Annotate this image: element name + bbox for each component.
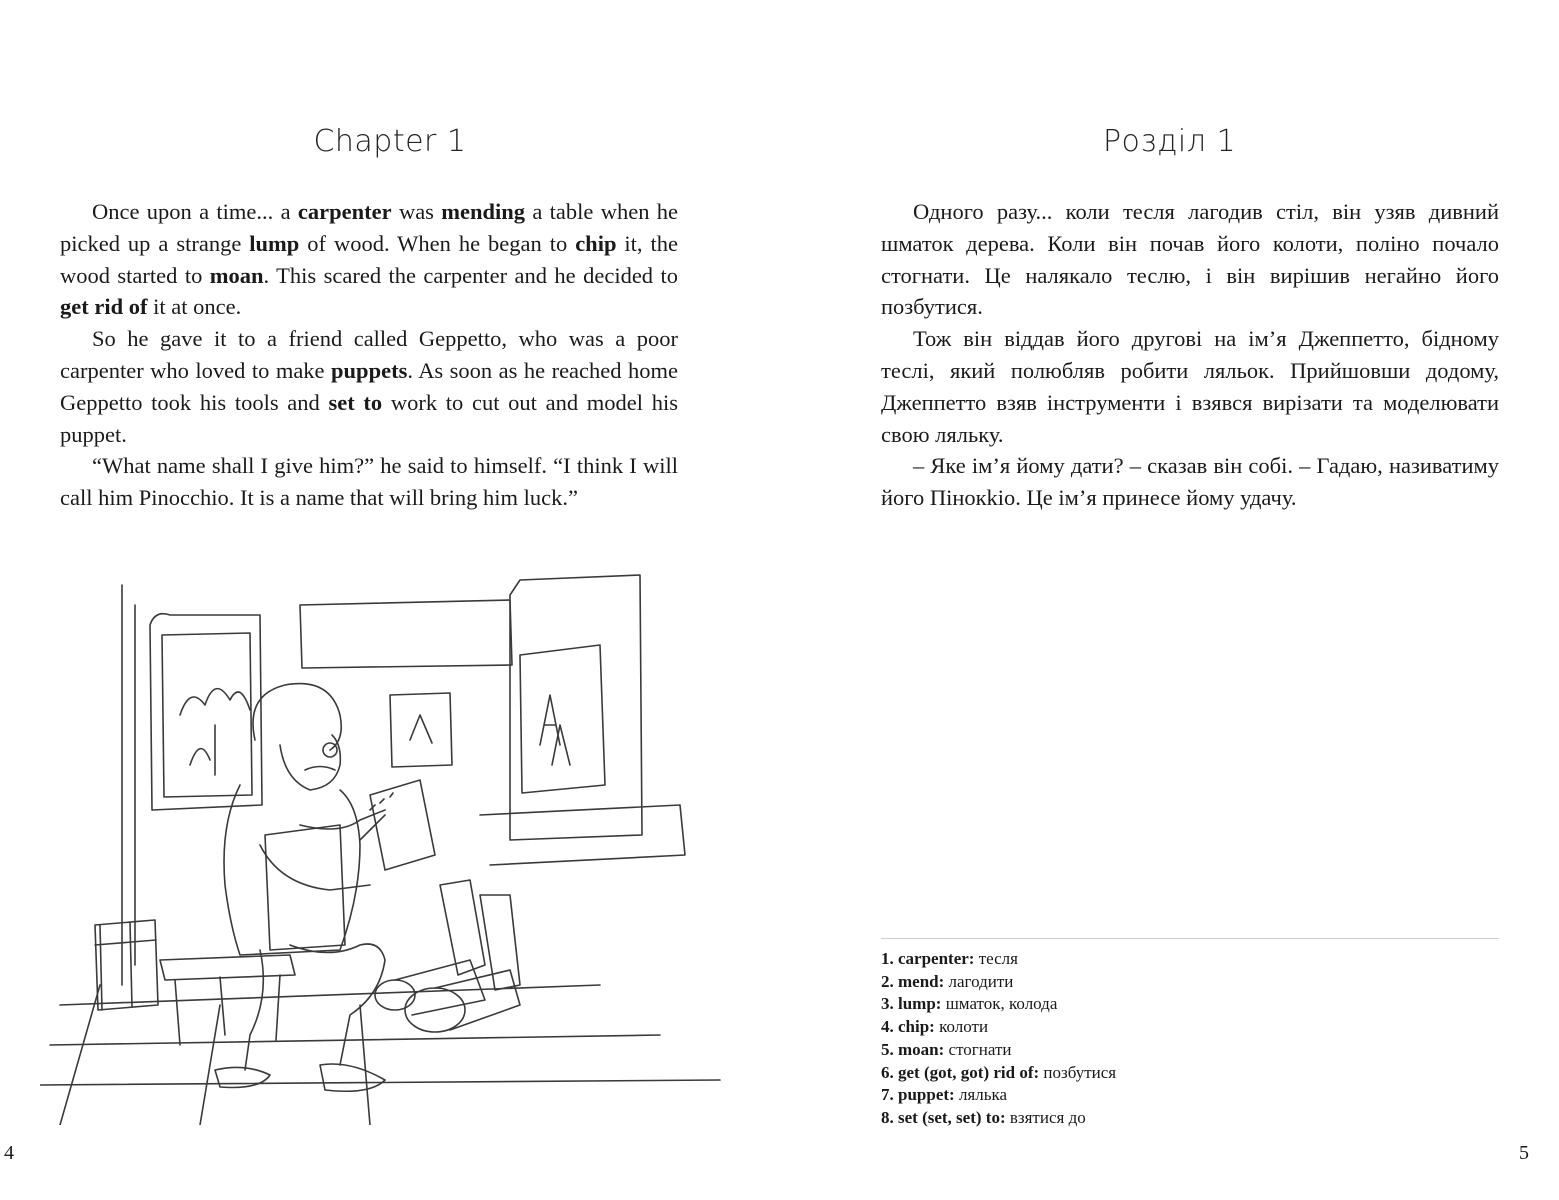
glossary-term: 3. lump:	[881, 994, 942, 1014]
glossary-item	[881, 1062, 1499, 1085]
glossary-term: 8. set (set, set) to:	[881, 1107, 1006, 1127]
text-run: of wood. When he began to	[299, 230, 576, 256]
wall-frame-picture	[390, 693, 452, 767]
ukrainian-paragraph	[881, 323, 1499, 450]
glossary-item	[881, 948, 1499, 971]
glossary-term: 5. moan:	[881, 1039, 945, 1059]
ukrainian-text	[881, 196, 1499, 514]
window-left-inner	[162, 633, 252, 797]
stool-legs	[175, 975, 280, 1045]
glossary-meaning: взятися до	[1005, 1107, 1086, 1127]
page-number-right: 5	[1519, 1142, 1529, 1164]
stool-seat	[160, 955, 295, 980]
glossary-meaning: лялька	[954, 1085, 1008, 1105]
vocab-term: get rid of	[60, 294, 148, 320]
glossary-meaning: шматок, колода	[941, 994, 1058, 1014]
geppetto-carving-illustration	[40, 565, 730, 1125]
window-center-frame	[300, 600, 512, 668]
glossary-meaning: позбутися	[1039, 1062, 1117, 1082]
text-run: Once upon a time... a	[92, 199, 298, 224]
log-standing	[440, 880, 485, 975]
glossary-term: 2. mend:	[881, 971, 945, 991]
vocab-term: puppets	[331, 357, 408, 383]
floor-line-5	[200, 1005, 220, 1125]
plant-leaves	[180, 689, 250, 775]
text-run: was	[391, 199, 442, 224]
wood-chips	[370, 793, 393, 810]
text-run: “What name shall I give him?” he said to himself. “I think I will call him Pinocchio. It is a name that will bring him luck.”	[60, 453, 678, 511]
text-run: Тож він віддав його другові на ім’я Джеппетто, бідному теслі, який полюбляв робити ляльок. Прийшовши додому, Джеппетто взяв інструменти і взявся вирізати та моделювати свою ляльку.	[881, 326, 1499, 447]
books-stack	[95, 920, 158, 1010]
glossary-item	[881, 971, 1499, 994]
tree-sketch	[540, 695, 570, 765]
english-paragraph	[60, 323, 678, 450]
figure-shoe-front	[320, 1064, 385, 1091]
glossary-item	[881, 1016, 1499, 1039]
wooden-block	[370, 780, 435, 870]
glossary-term: 1. carpenter:	[881, 949, 975, 968]
vocab-term: carpenter	[297, 199, 392, 224]
text-run: it, the wood started to	[60, 230, 678, 288]
text-run: Одного разу... коли тесля лагодив стіл, він узяв дивний шматок дерева. Коли він почав його колоти, поліно почало стогнати. Це налякало теслю, і він вирішив негайно його позбутися.	[881, 199, 1499, 320]
ukrainian-paragraph	[881, 450, 1499, 514]
chapter-title-ukrainian: Розділ 1	[1102, 124, 1237, 159]
vocab-term: lump	[249, 230, 300, 256]
english-paragraph	[60, 450, 678, 514]
glossary-term: 6. get (got, got) rid of:	[881, 1062, 1040, 1082]
english-text	[60, 196, 678, 514]
chapter-title-english: Chapter 1	[313, 124, 467, 159]
text-run: a table when he picked up a strange	[60, 199, 679, 256]
window-left-frame	[150, 614, 262, 810]
glossary-meaning: лагодити	[944, 971, 1014, 991]
floor-line-6	[360, 1005, 370, 1125]
picture-sketch	[410, 715, 432, 743]
glossary-meaning: стогнати	[944, 1039, 1012, 1059]
glossary	[881, 948, 1499, 1130]
figure-hair	[253, 684, 341, 750]
figure-leg-back	[245, 950, 263, 1070]
vocab-term: chip	[575, 230, 617, 256]
floor-line-2	[50, 1035, 660, 1045]
figure-shoe-back	[215, 1067, 270, 1087]
figure-arm-right	[300, 810, 385, 829]
english-paragraph	[60, 196, 678, 323]
vocab-term: mending	[441, 199, 526, 224]
log-2	[375, 980, 415, 1010]
glossary-item	[881, 1084, 1499, 1107]
glossary-meaning: колоти	[934, 1017, 989, 1037]
vocab-term: set to	[328, 389, 383, 415]
glossary-term: 4. chip:	[881, 1017, 935, 1037]
figure-mustache	[305, 767, 335, 771]
window-right-pane	[520, 645, 605, 793]
floor-line-4	[60, 985, 100, 1125]
glossary-item	[881, 1039, 1499, 1062]
page-number-left: 4	[4, 1142, 14, 1164]
glossary-meaning: тесля	[974, 949, 1018, 968]
glossary-term: 7. puppet:	[881, 1085, 955, 1105]
vocab-term: moan	[209, 262, 264, 288]
figure-arm-left	[260, 845, 370, 890]
window-right-frame	[510, 575, 642, 840]
text-run: . As soon as he reached home Geppetto took his tools and	[60, 357, 678, 415]
figure-apron	[265, 825, 345, 950]
text-run: work to cut out and model his puppet.	[60, 389, 679, 447]
glossary-item	[881, 993, 1499, 1016]
text-run: So he gave it to a friend called Geppetto, who was a poor carpenter who loved to make	[60, 326, 678, 383]
text-run: – Яке ім’я йому дати? – сказав він собі. – Гадаю, називатиму його Пінокkio. Це ім’я принесе йому удачу.	[881, 453, 1499, 511]
text-run: . This scared the carpenter and he decided to	[263, 262, 678, 288]
glossary-item	[881, 1107, 1499, 1130]
figure-leg-front	[290, 944, 385, 1065]
text-run: it at once.	[147, 294, 242, 320]
figure-torso	[224, 785, 360, 955]
glossary-divider	[881, 938, 1499, 939]
ukrainian-paragraph	[881, 196, 1499, 323]
right-page	[780, 0, 1559, 1200]
